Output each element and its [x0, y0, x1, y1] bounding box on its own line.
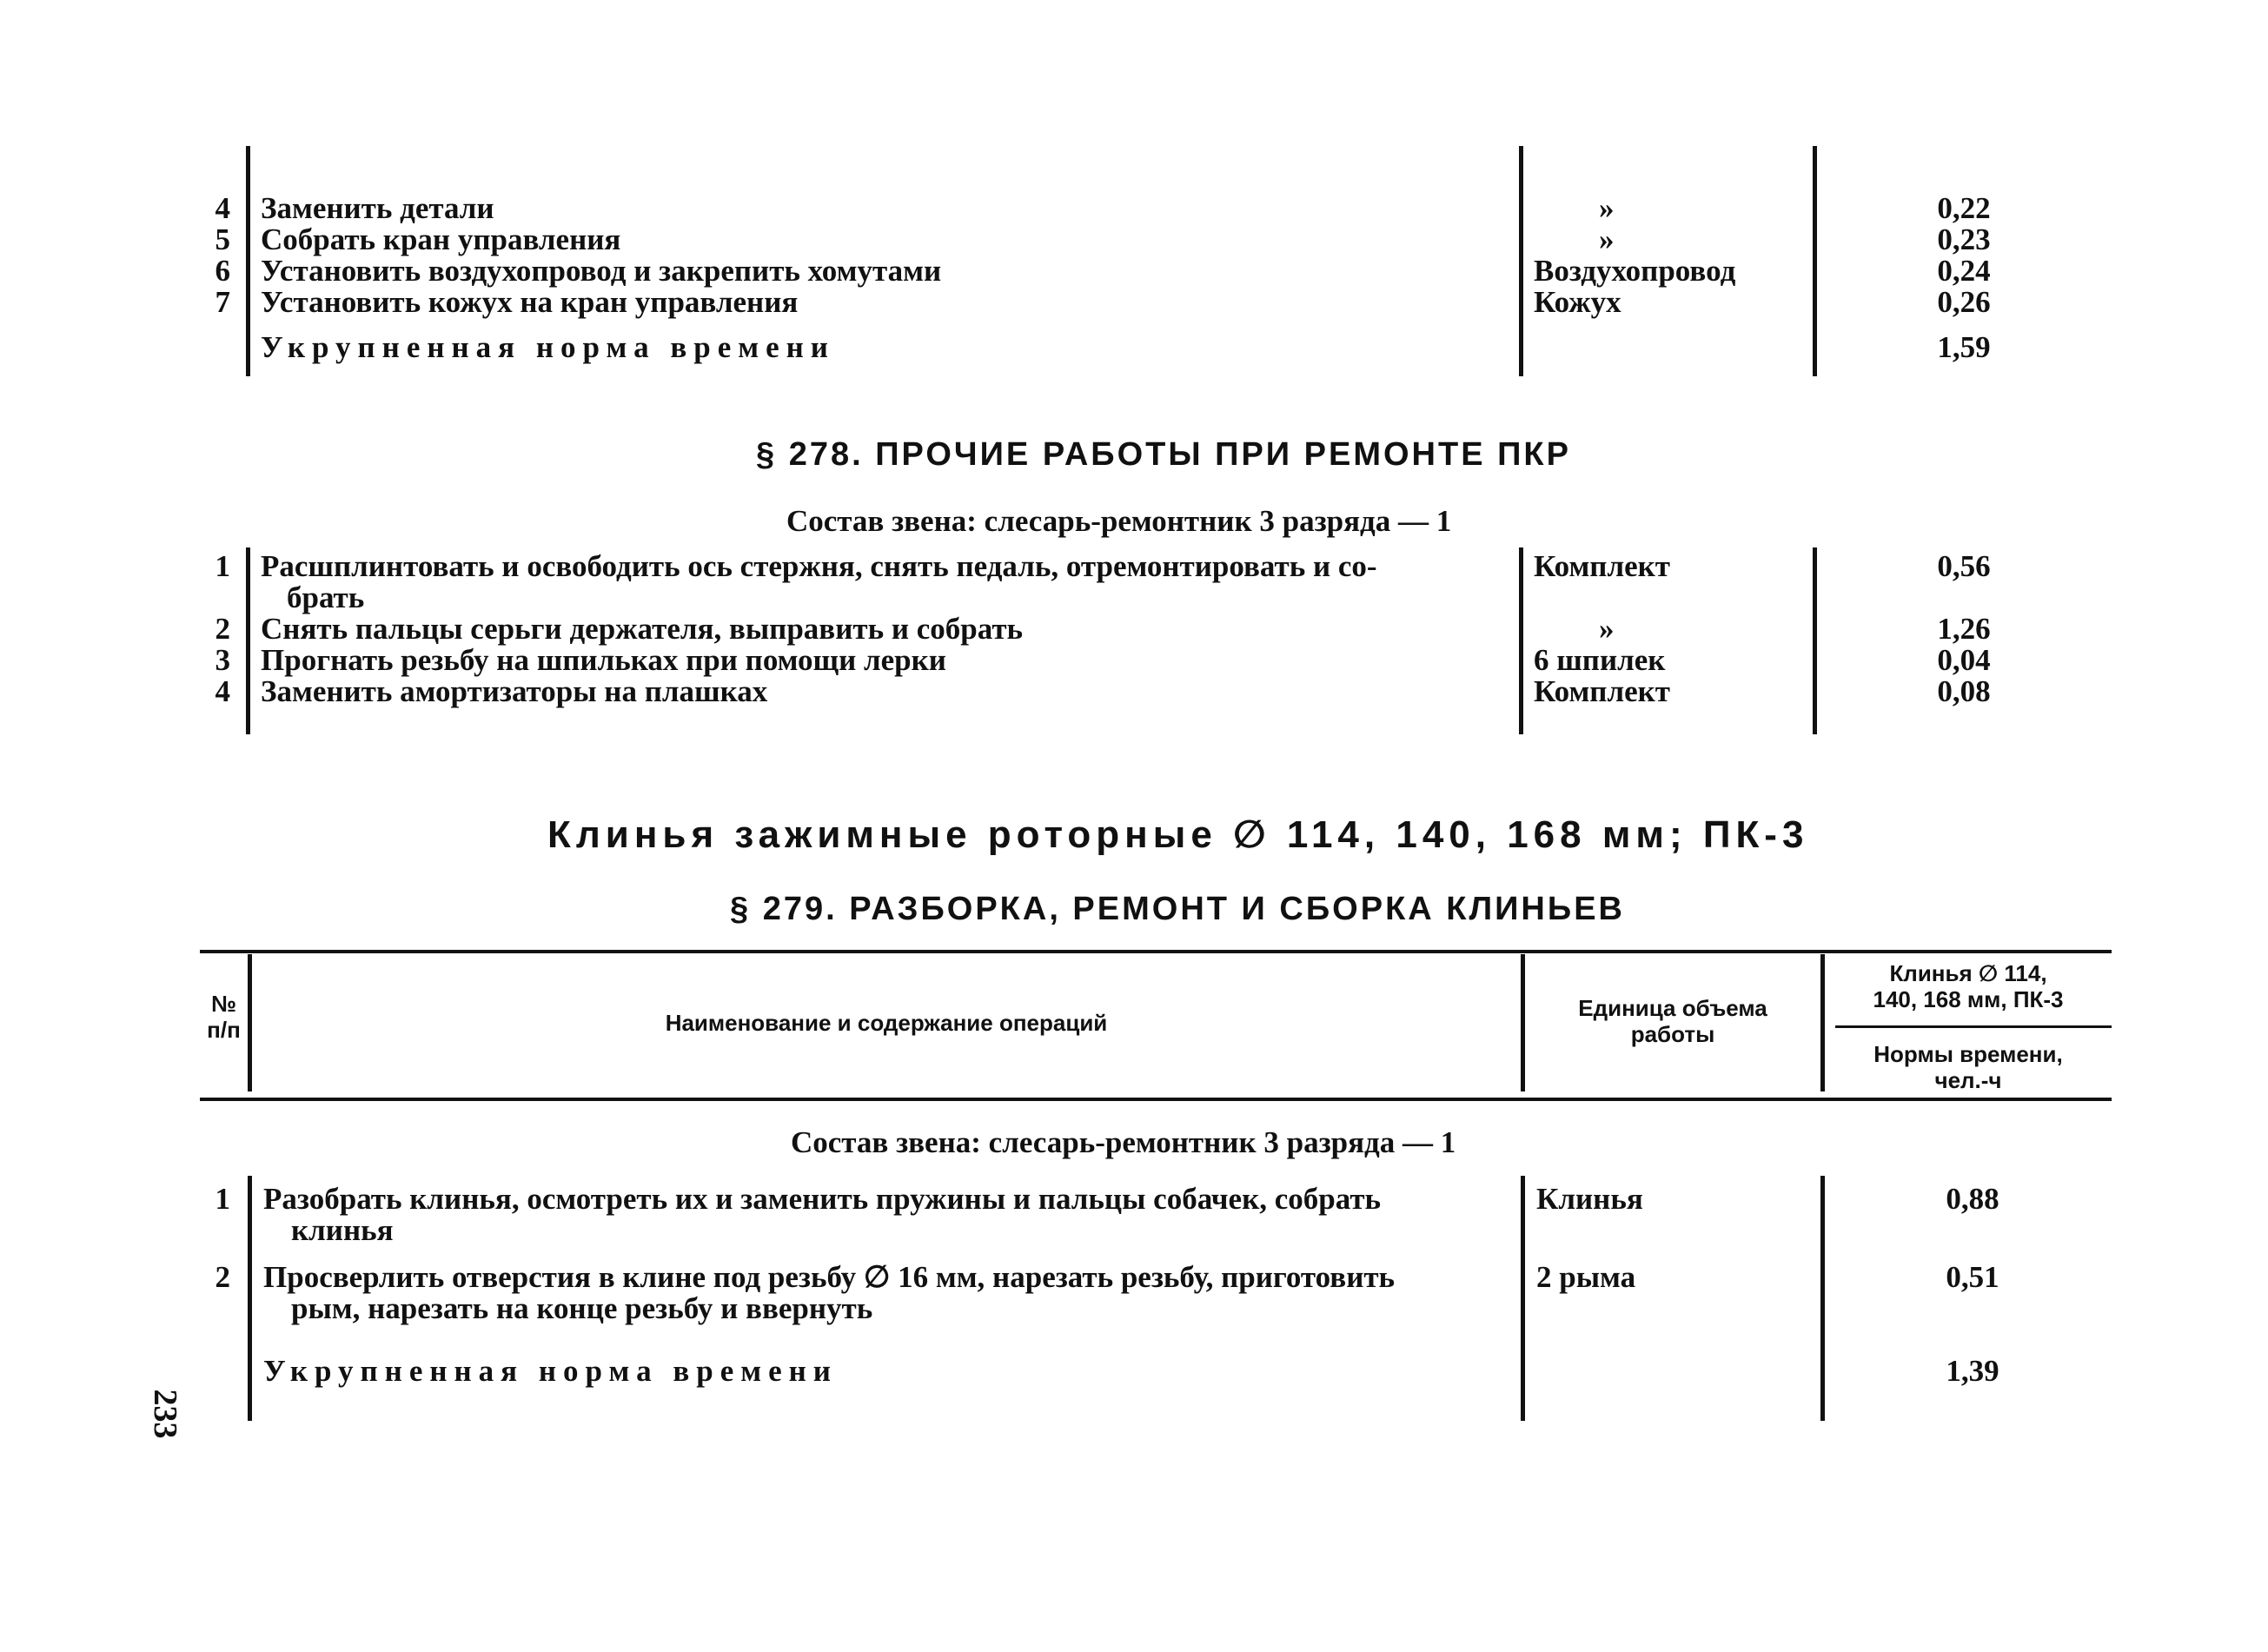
operation-text: Просверлить отверстия в клине под резьбу ∅ 16 мм, нарезать резьбу, приготовить	[263, 1260, 1396, 1294]
total-row	[0, 332, 2268, 363]
group-title: Клинья зажимные роторные ∅ 114, 140, 168 мм; ПК-3	[547, 813, 1809, 856]
row-number: 1	[215, 1182, 230, 1216]
table-row	[0, 224, 2268, 255]
section-279-title: § 279. РАЗБОРКА, РЕМОНТ И СБОРКА КЛИНЬЕВ	[730, 891, 1625, 927]
unit-text: Комплект	[1534, 674, 1671, 708]
row-number: 5	[215, 222, 230, 256]
header-text: работы	[1630, 1021, 1715, 1047]
table-row	[0, 1262, 2268, 1293]
unit-text: Комплект	[1534, 549, 1671, 583]
operation-text: Установить кожух на кран управления	[261, 285, 799, 319]
table-row	[0, 676, 2268, 707]
operation-text: Установить воздухопровод и закрепить хомутами	[261, 254, 942, 288]
unit-text: Кожух	[1534, 285, 1621, 319]
unit-text: Воздухопровод	[1534, 254, 1736, 288]
subheader-rule	[1835, 1025, 2112, 1028]
table-row	[0, 255, 2268, 287]
row-number: 4	[215, 191, 230, 225]
time-value: 0,56	[1937, 549, 1991, 583]
total-value: 1,59	[1937, 330, 1991, 364]
row-number: 3	[215, 643, 230, 677]
row-number: 1	[215, 549, 230, 583]
header-text: №	[211, 991, 236, 1017]
time-value: 0,26	[1937, 285, 1991, 319]
unit-text: 2 рыма	[1536, 1260, 1636, 1294]
time-value: 0,51	[1946, 1260, 1999, 1294]
operation-text: Заменить амортизаторы на плашках	[261, 674, 768, 708]
header-bottom-rule	[200, 1098, 2112, 1101]
time-value: 0,08	[1937, 674, 1991, 708]
row-number: 4	[215, 674, 230, 708]
row-number: 2	[215, 612, 230, 646]
unit-text: Клинья	[1536, 1182, 1643, 1216]
time-value: 0,88	[1946, 1182, 1999, 1216]
operation-text: Снять пальцы серьги держателя, выправить и собрать	[261, 612, 1024, 646]
table-row-continuation	[0, 1215, 2268, 1246]
crew-composition: Состав звена: слесарь-ремонтник 3 разряда — 1	[786, 504, 1452, 538]
total-label: Укрупненная норма времени	[261, 330, 835, 364]
table-row	[0, 645, 2268, 676]
table-row	[0, 551, 2268, 582]
header-column-group	[1825, 960, 2112, 1012]
row-number: 7	[215, 285, 230, 319]
operation-text: рым, нарезать на конце резьбу и ввернуть	[291, 1291, 873, 1325]
header-unit	[1525, 995, 1820, 1047]
table-top-rule	[200, 950, 2112, 953]
unit-text: »	[1599, 222, 1615, 256]
section-278-title: § 278. ПРОЧИЕ РАБОТЫ ПРИ РЕМОНТЕ ПКР	[756, 436, 1571, 473]
operation-text: Заменить детали	[261, 191, 494, 225]
operation-text: Разобрать клинья, осмотреть их и заменить пружины и пальцы собачек, собрать	[263, 1182, 1382, 1216]
operation-text: брать	[287, 581, 365, 614]
time-value: 0,23	[1937, 222, 1991, 256]
table-row	[0, 614, 2268, 645]
row-number: 2	[215, 1260, 230, 1294]
unit-text: 6 шпилек	[1534, 643, 1666, 677]
header-text: Нормы времени,	[1873, 1041, 2063, 1067]
unit-text: »	[1599, 191, 1615, 225]
operation-text: Собрать кран управления	[261, 222, 621, 256]
table-row	[0, 193, 2268, 224]
table-row-continuation	[0, 1293, 2268, 1324]
header-text: п/п	[207, 1017, 241, 1043]
header-text: Единица объема	[1578, 995, 1767, 1021]
total-value: 1,39	[1946, 1354, 1999, 1388]
time-value: 0,24	[1937, 254, 1991, 288]
operation-text: Расшплинтовать и освободить ось стержня, снять педаль, отремонтировать и со-	[261, 549, 1377, 583]
table-row	[0, 287, 2268, 318]
header-norm	[1825, 1041, 2112, 1093]
table-row	[0, 1184, 2268, 1215]
header-text: Клинья ∅ 114,	[1889, 960, 2047, 986]
crew-composition: Состав звена: слесарь-ремонтник 3 разряда — 1	[791, 1125, 1456, 1159]
header-name: Наименование и содержание операций	[665, 1010, 1108, 1036]
table-row-continuation	[0, 582, 2268, 614]
time-value: 1,26	[1937, 612, 1991, 646]
total-row	[0, 1356, 2268, 1387]
operation-text: Прогнать резьбу на шпильках при помощи лерки	[261, 643, 946, 677]
page-number: 233	[147, 1389, 183, 1439]
row-number: 6	[215, 254, 230, 288]
header-text: 140, 168 мм, ПК-3	[1873, 986, 2064, 1012]
header-num	[200, 991, 248, 1043]
header-text: чел.-ч	[1934, 1067, 2002, 1093]
operation-text: клинья	[291, 1213, 394, 1247]
unit-text: »	[1599, 612, 1615, 646]
time-value: 0,04	[1937, 643, 1991, 677]
time-value: 0,22	[1937, 191, 1991, 225]
total-label: Укрупненная норма времени	[263, 1354, 838, 1388]
